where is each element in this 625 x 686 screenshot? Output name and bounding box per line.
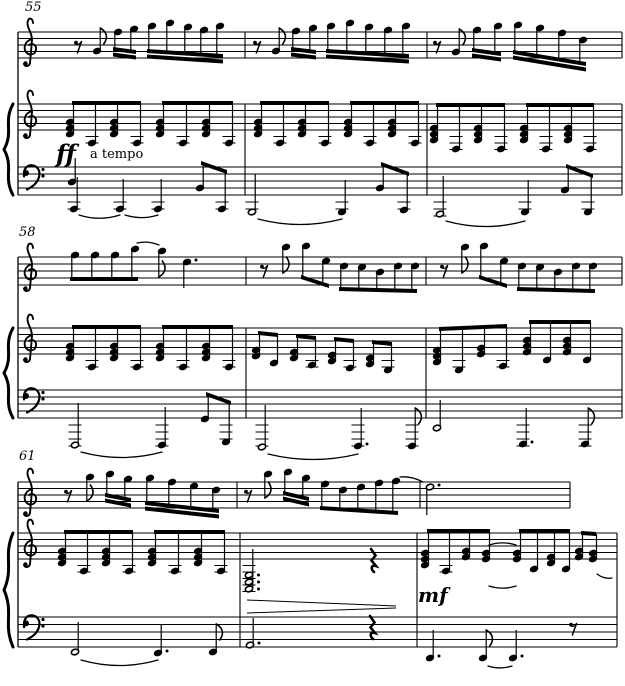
measure-number: 61 [19, 449, 36, 464]
treble-clef-icon [23, 520, 36, 567]
brace-icon [4, 328, 13, 418]
bass-clef-icon [23, 388, 45, 412]
treble-clef-icon [23, 244, 36, 291]
bass-clef-icon [23, 165, 45, 189]
system-61 [18, 468, 617, 668]
system-58 [18, 242, 622, 459]
bass-clef-icon [23, 615, 45, 639]
tempo-marking: a tempo [90, 147, 144, 162]
treble-clef-icon [23, 91, 36, 138]
system-55 [18, 19, 622, 226]
dynamic-mf-marking: mf [418, 583, 448, 607]
dynamic-ff-marking: ff [56, 139, 76, 168]
treble-clef-icon [23, 315, 36, 362]
treble-clef-icon [23, 469, 36, 516]
treble-clef-icon [23, 19, 36, 66]
brace-icon [4, 533, 13, 647]
measure-number: 58 [19, 225, 36, 240]
brace-icon [4, 104, 13, 195]
measure-number: 55 [25, 0, 42, 15]
